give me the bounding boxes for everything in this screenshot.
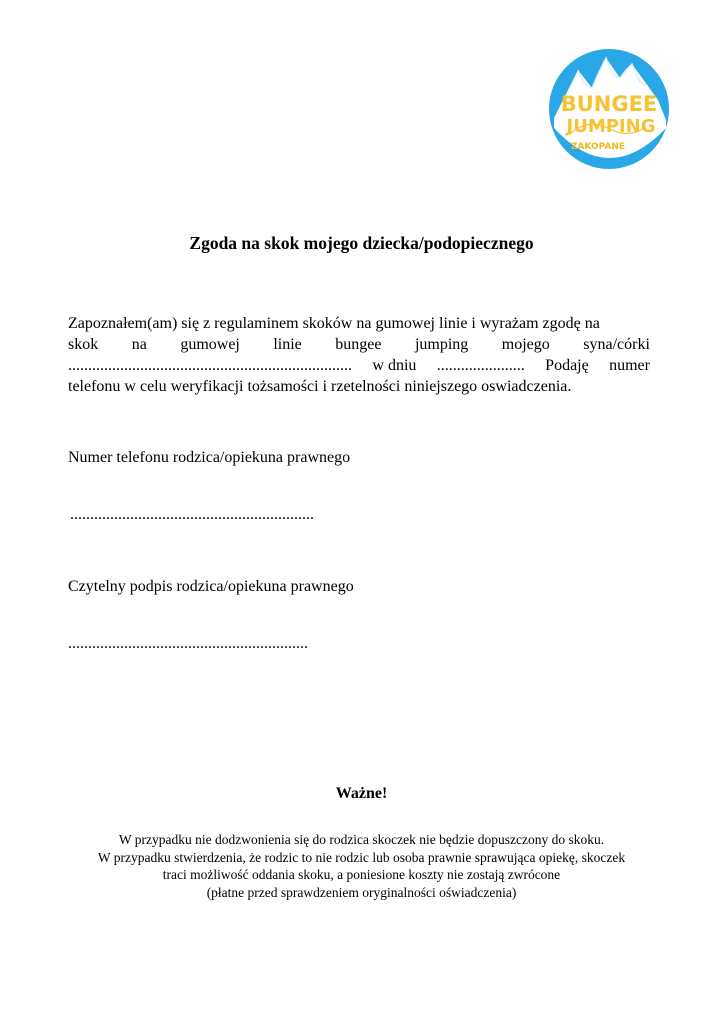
- consent-word: bungee: [335, 336, 382, 353]
- consent-word: linie: [273, 336, 302, 353]
- logo-word-bungee: BUNGEE: [560, 92, 658, 116]
- notice-line-4: (płatne przed sprawdzeniem oryginalności oświadczenia): [206, 884, 517, 900]
- logo-icon: [548, 48, 670, 170]
- consent-word: na: [131, 336, 147, 353]
- notice-line-3: traci możliwość oddania skoku, a poniesione koszty nie zostają zwrócone: [162, 867, 561, 882]
- consent-word: syna/córki: [583, 336, 650, 353]
- consent-word: jumping: [414, 336, 469, 353]
- bungee-jumping-logo: [548, 48, 670, 170]
- consent-word: gumowej: [180, 336, 240, 353]
- consent-text: Podaję: [545, 357, 589, 374]
- child-name-blank[interactable]: .......................................................................: [68, 357, 352, 374]
- signature-blank[interactable]: ............................................................: [68, 635, 308, 652]
- consent-paragraph: [68, 313, 650, 397]
- logo-word-jumping: JUMPING: [566, 116, 656, 137]
- consent-line-2: [68, 334, 650, 355]
- consent-line-3: [68, 355, 650, 376]
- logo-word-zakopane: ZAKOPANE: [570, 142, 626, 152]
- consent-line-1: Zapoznałem(am) się z regulaminem skoków na gumowej linie i wyrażam zgodę na: [68, 315, 600, 332]
- consent-text: numer: [609, 357, 650, 374]
- consent-word: mojego: [501, 336, 550, 353]
- phone-blank[interactable]: .............................................................: [70, 506, 314, 523]
- document-title: Zgoda na skok mojego dziecka/podopiecznego: [189, 233, 534, 253]
- date-blank[interactable]: ......................: [436, 357, 525, 374]
- phone-label: Numer telefonu rodzica/opiekuna prawnego: [68, 449, 351, 466]
- notice-line-2: W przypadku stwierdzenia, że rodzic to nie rodzic lub osoba prawnie sprawująca opiekę, skoczek: [97, 849, 626, 865]
- signature-label: Czytelny podpis rodzica/opiekuna prawnego: [68, 578, 354, 595]
- consent-text: w dniu: [372, 357, 417, 374]
- important-notice: [0, 831, 723, 901]
- consent-word: skok: [68, 336, 99, 353]
- important-heading: Ważne!: [335, 785, 388, 802]
- notice-line-1: W przypadku nie dodzwonienia się do rodzica skoczek nie będzie dopuszczony do skoku.: [118, 832, 605, 847]
- consent-line-4: telefonu w celu weryfikacji tożsamości i rzetelności niniejszego oswiadczenia.: [68, 378, 572, 395]
